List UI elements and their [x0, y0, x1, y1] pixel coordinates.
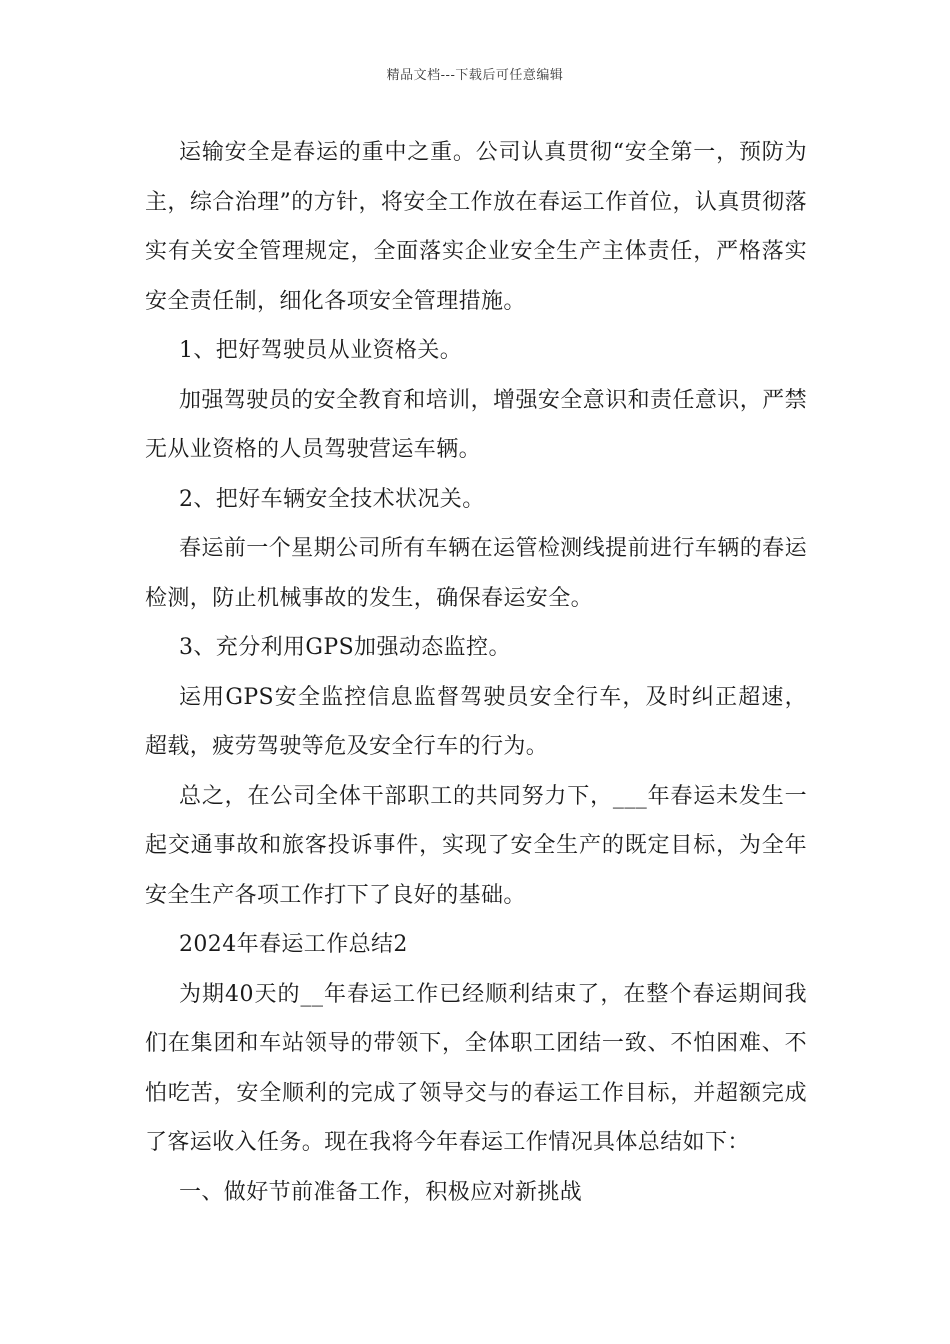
section-heading-preparation: 一、做好节前准备工作，积极应对新挑战 — [179, 1179, 583, 1205]
paragraph-conclusion: 总之，在公司全体干部职工的共同努力下，___年春运未发生一起交通事故和旅客投诉事件，实现了安全生产的既定目标，为全年安全生产各项工作打下了良好的基础。 — [145, 783, 807, 908]
item-heading-gps-monitoring: 3、充分利用GPS加强动态监控。 — [179, 635, 511, 660]
item-heading-driver-qualification: 1、把好驾驶员从业资格关。 — [179, 338, 463, 363]
paragraph-gps-supervision: 运用GPS安全监控信息监督驾驶员安全行车，及时纠正超速，超载，疲劳驾驶等危及安全行车的行为。 — [145, 684, 807, 759]
paragraph-driver-training: 加强驾驶员的安全教育和培训，增强安全意识和责任意识，严禁无从业资格的人员驾驶营运车辆。 — [145, 387, 807, 462]
paragraph-safety-intro: 运输安全是春运的重中之重。公司认真贯彻“安全第一，预防为主，综合治理”的方针，将安全工作放在春运工作首位，认真贯彻落实有关安全管理规定，全面落实企业安全生产主体责任，严格落实安全责任制，细化各项安全管理措施。 — [145, 140, 807, 314]
item-heading-vehicle-condition: 2、把好车辆安全技术状况关。 — [179, 486, 485, 512]
section-title-summary-2: 2024年春运工作总结2 — [179, 932, 408, 957]
document-body — [145, 128, 807, 1217]
paragraph-summary-intro: 为期40天的__年春运工作已经顺利结束了，在整个春运期间我们在集团和车站领导的带领下，全体职工团结一致、不怕困难、不怕吃苦，安全顺利的完成了领导交与的春运工作目标，并超额完成了客运收入任务。现在我将今年春运工作情况具体总结如下： — [145, 981, 807, 1155]
page-header: 精品文档---下载后可任意编辑 — [386, 68, 564, 83]
paragraph-vehicle-inspection: 春运前一个星期公司所有车辆在运管检测线提前进行车辆的春运检测，防止机械事故的发生，确保春运安全。 — [145, 536, 807, 611]
